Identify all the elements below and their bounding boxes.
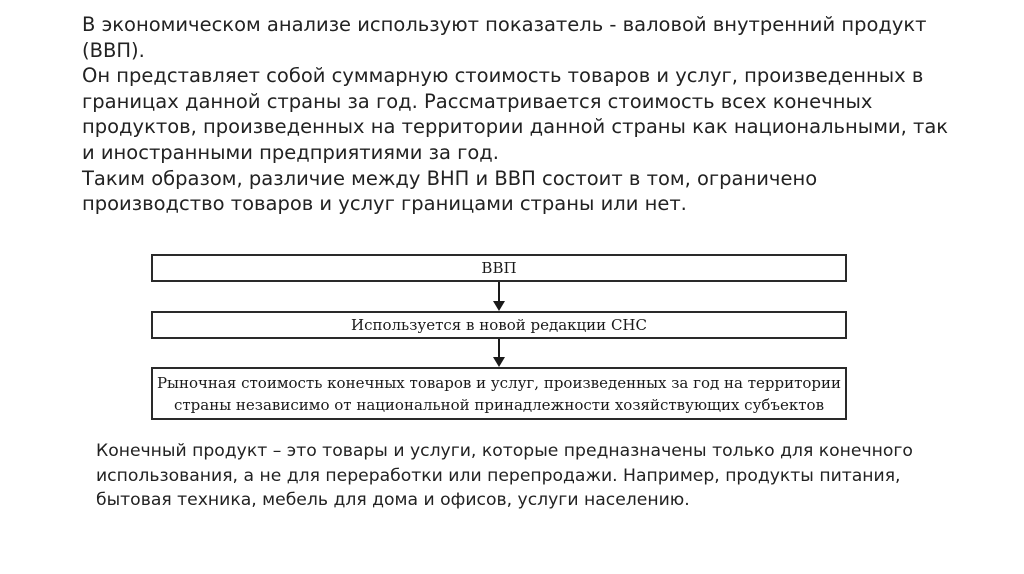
intro-paragraph-2: Он представляет собой суммарную стоимость товаров и услуг, произведенных в границах данной страны за год. Рассматривается стоимость всех конечных продуктов, произведенных на территории данной страны как национальными, так и иностранными предприятиями за год. xyxy=(82,64,949,164)
diagram-box-definition-line-2: страны независимо от национальной принадлежности хозяйствующих субъектов xyxy=(173,396,825,414)
diagram-box-gdp xyxy=(151,254,847,282)
intro-paragraph-3: Таким образом, различие между ВНП и ВВП состоит в том, ограничено производство товаров и услуг границами страны или нет. xyxy=(82,166,818,216)
diagram-box-gdp-label: ВВП xyxy=(481,259,517,277)
intro-text-block xyxy=(82,12,962,217)
diagram-box-definition-line-1: Рыночная стоимость конечных товаров и услуг, произведенных за год на территории xyxy=(156,374,842,392)
arrow-down-icon xyxy=(493,339,505,367)
diagram-box-sna-label: Используется в новой редакции СНС xyxy=(351,316,647,334)
diagram-box-sna xyxy=(151,311,847,339)
arrow-down-icon xyxy=(493,282,505,311)
diagram-box-definition xyxy=(151,367,847,420)
final-product-definition: Конечный продукт – это товары и услуги, которые предназначены только для конечного использования, а не для переработки или перепродажи. Например, продукты питания, бытовая техника, мебель для дома и офисов, услуги населению. xyxy=(96,441,913,510)
intro-paragraph-1: В экономическом анализе используют показатель - валовой внутренний продукт (ВВП). xyxy=(82,13,927,62)
